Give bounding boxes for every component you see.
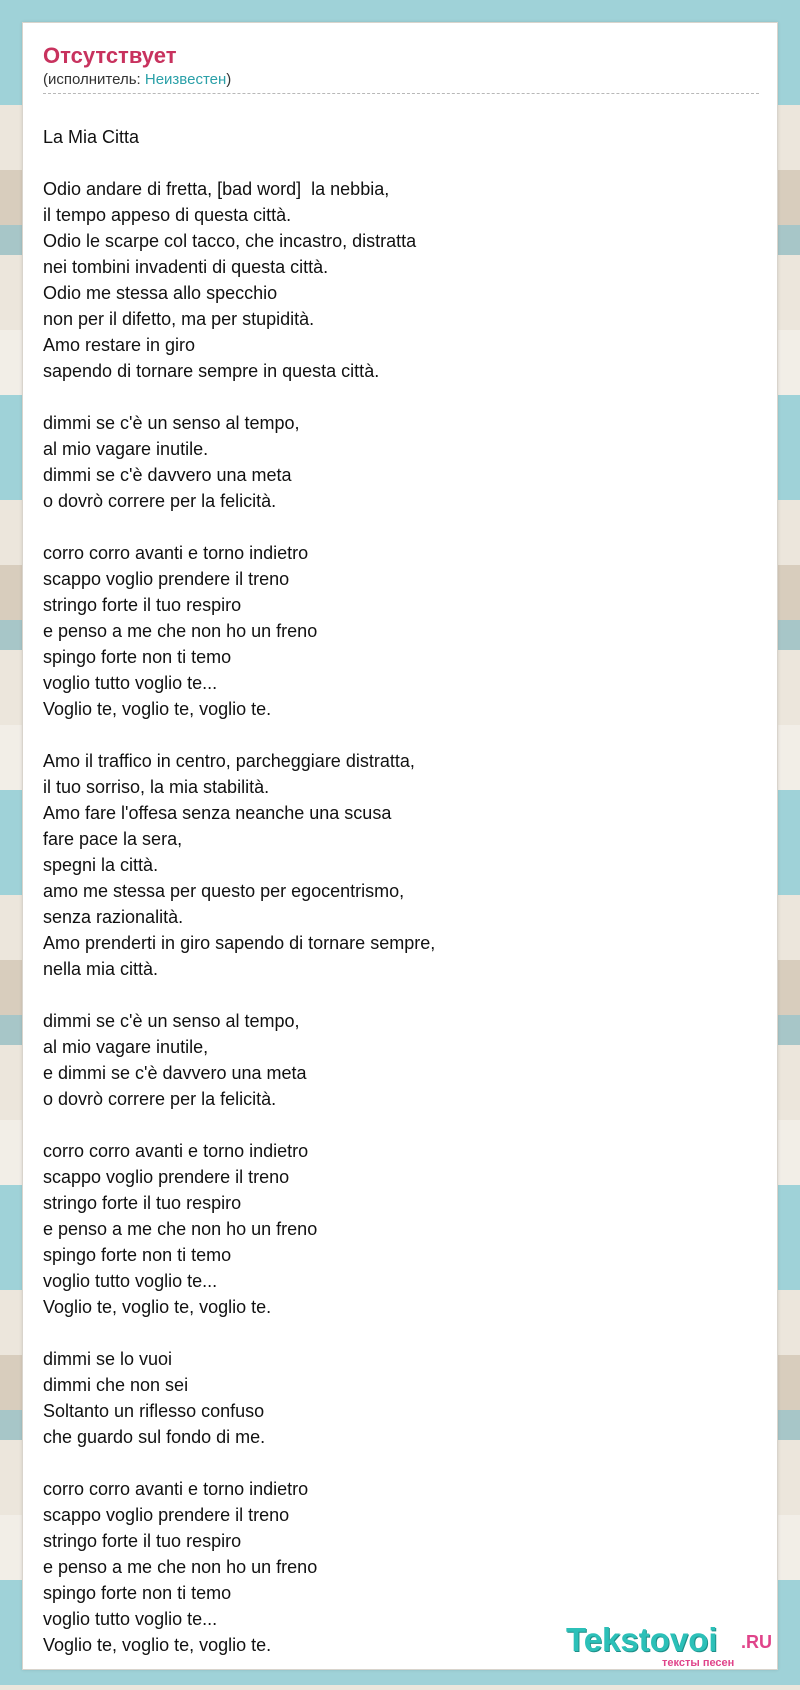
logo-wordmark: Tekstovoi <box>566 1621 718 1658</box>
artist-line <box>43 71 759 89</box>
artist-prefix: (исполнитель: <box>43 71 145 88</box>
song-header <box>43 43 759 94</box>
artist-suffix: ) <box>226 71 232 88</box>
song-title: Отсутствует <box>43 43 177 68</box>
artist-link[interactable]: Неизвестен <box>144 71 227 88</box>
lyrics-text: La Mia Citta Odio andare di fretta, [bad word] la nebbia, il tempo appeso di questa città. Odio le scarpe col tacco, che incastro, distratta nei tombini invadenti di questa città. Odio me stessa allo specchio non per il difetto, ma per stupidità. Amo restare in giro sapendo di tornare sempre in questa città. dimmi se c'è un senso al tempo, al mio vagare inutile. dimmi se c'è davvero una meta o dovrò correre per la felicità. corro corro avanti e torno indietro scappo voglio prendere il treno stringo forte il tuo respiro e penso a me che non ho un freno spingo forte non ti temo voglio tutto voglio te... Voglio te, voglio te, voglio te. Amo il traffico in centro, parcheggiare distratta, il tuo sorriso, la mia stabilità. Amo fare l'offesa senza neanche una scusa fare pace la sera, spegni la città. amo me stessa per questo per egocentrismo, senza razionalità. Amo prenderti in giro sapendo di tornare sempre, nella mia città. dimmi se c'è un senso al tempo, al mio vagare inutile, e dimmi se c'è davvero una meta o dovrò correre per la felicità. corro corro avanti e torno indietro scappo voglio prendere il treno stringo forte il tuo respiro e penso a me che non ho un freno spingo forte non ti temo voglio tutto voglio te... Voglio te, voglio te, voglio te. dimmi se lo vuoi dimmi che non sei Soltanto un riflesso confuso che guardo sul fondo di me. corro corro avanti e torno indietro scappo voglio prendere il treno stringo forte il tuo respiro e penso a me che non ho un freno spingo forte non ti temo voglio tutto voglio te... Voglio te, voglio te, voglio te. <box>43 127 436 1655</box>
lyrics-card <box>22 22 778 1670</box>
logo-tagline: тексты песен <box>662 1657 735 1669</box>
site-logo[interactable] <box>566 1620 780 1670</box>
logo-tld: .RU <box>741 1632 772 1652</box>
